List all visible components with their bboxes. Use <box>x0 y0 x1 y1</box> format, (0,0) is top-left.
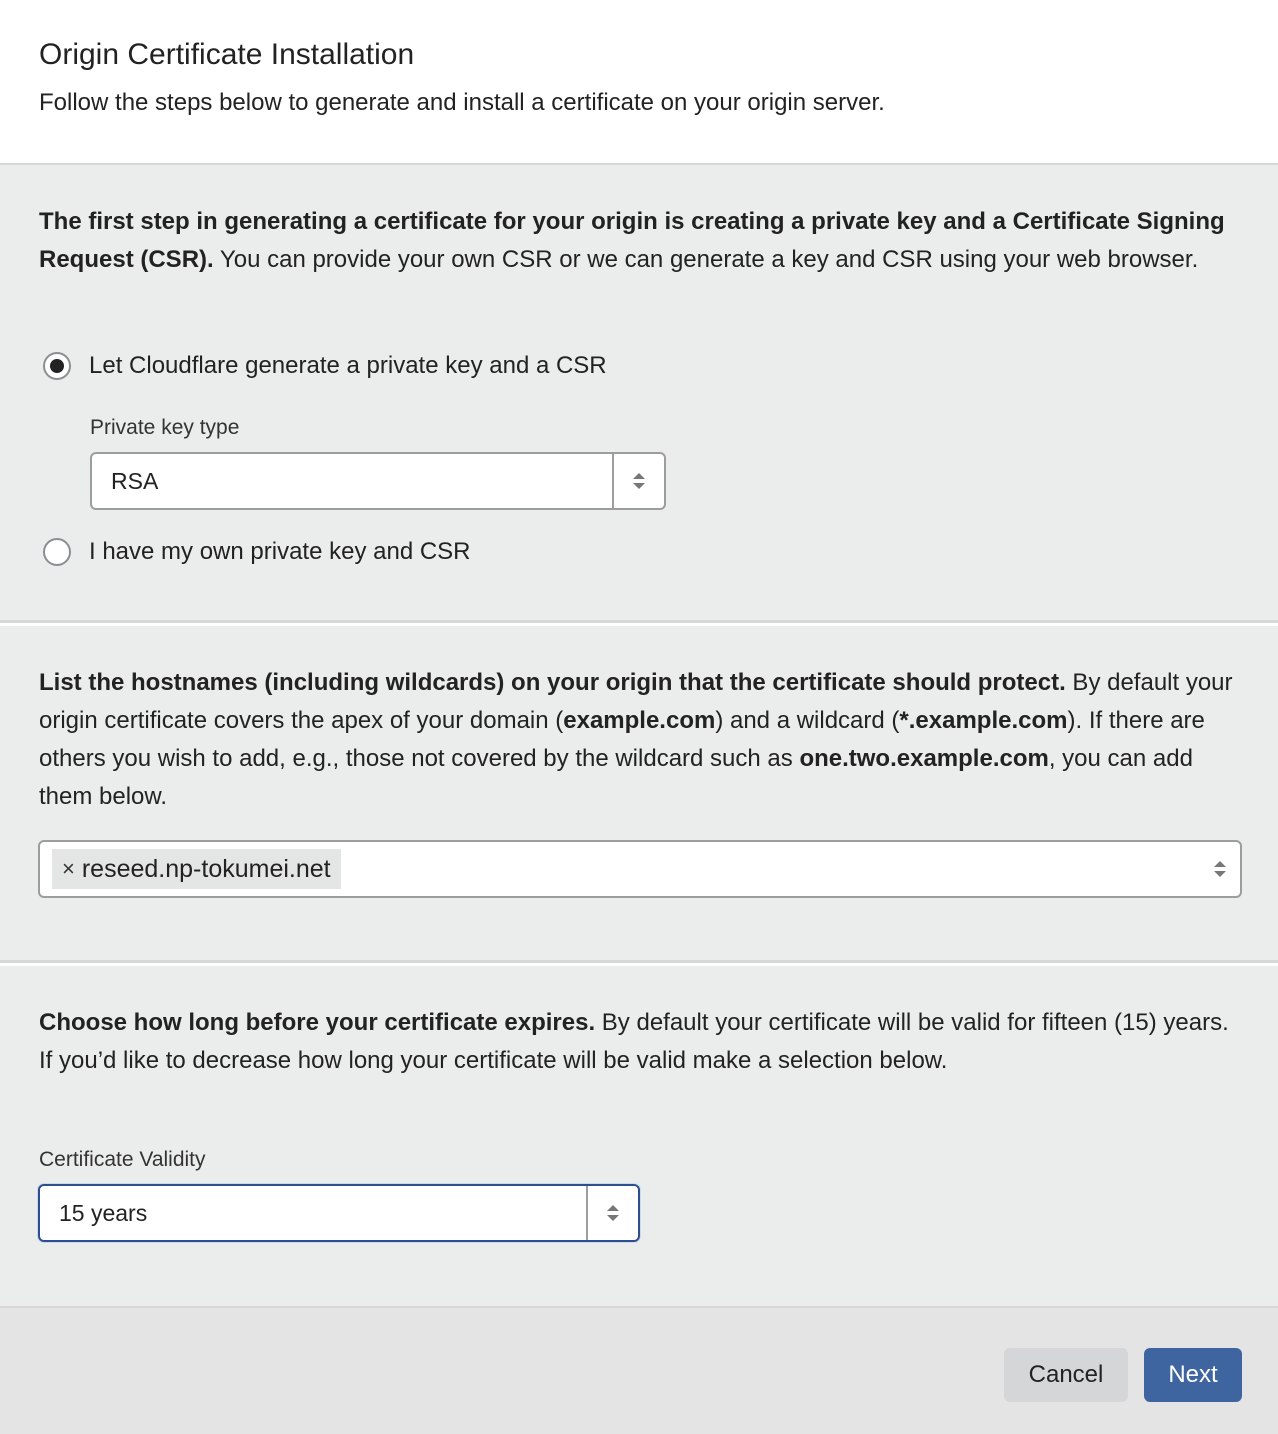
private-key-lead: The first step in generating a certificate for your origin is creating a private key and a Certificate Signing Request (CSR). <box>39 208 1225 273</box>
private-key-type-value: RSA <box>111 467 159 494</box>
hostnames-description <box>39 664 1239 816</box>
private-key-type-label: Private key type <box>90 416 240 439</box>
hostnames-text-3: ). If there are others you wish to add, e.g., those not covered by the wildcard such as <box>39 707 1205 772</box>
radio-own-circle[interactable] <box>43 538 71 566</box>
modal-footer <box>0 1306 1278 1434</box>
hostnames-text-2: ) and a wildcard ( <box>715 707 900 734</box>
hostnames-section <box>0 626 1278 963</box>
certificate-validity-value: 15 years <box>59 1199 148 1226</box>
radio-own-label[interactable]: I have my own private key and CSR <box>89 538 471 565</box>
wildcard-example: *.example.com <box>899 707 1068 734</box>
apex-example: example.com <box>563 707 716 734</box>
private-key-type-select[interactable] <box>90 452 666 510</box>
private-key-lead-rest: You can provide your own CSR or we can generate a key and CSR using your web browser. <box>213 246 1199 273</box>
validity-section <box>0 966 1278 1306</box>
validity-description <box>39 1004 1239 1080</box>
radio-generate-circle[interactable] <box>43 352 71 380</box>
modal-subtitle: Follow the steps below to generate and install a certificate on your origin server. <box>39 89 885 116</box>
select-arrows-icon <box>612 454 664 508</box>
hostnames-text-1: By default your origin certificate covers the apex of your domain ( <box>39 669 1233 734</box>
hostnames-arrows-icon[interactable] <box>1214 842 1226 896</box>
radio-generate-csr[interactable] <box>43 352 607 380</box>
modal-title: Origin Certificate Installation <box>39 38 415 71</box>
hostname-tag <box>52 849 341 889</box>
modal-header <box>0 0 1278 165</box>
certificate-validity-select[interactable] <box>38 1184 640 1242</box>
validity-lead-rest: By default your certificate will be valid for fifteen (15) years. If you’d like to decrease how long your certificate will be valid make a selection below. <box>39 1009 1229 1074</box>
next-button[interactable]: Next <box>1144 1348 1242 1402</box>
cancel-button[interactable]: Cancel <box>1004 1348 1128 1402</box>
hostnames-text-4: , you can add them below. <box>39 745 1193 810</box>
select-arrows-icon <box>586 1186 638 1240</box>
subdomain-example: one.two.example.com <box>799 745 1049 772</box>
radio-generate-label[interactable]: Let Cloudflare generate a private key and a CSR <box>89 352 607 379</box>
hostname-tag-label: reseed.np-tokumei.net <box>81 854 331 883</box>
radio-selected-dot <box>50 359 64 373</box>
validity-lead: Choose how long before your certificate expires. <box>39 1009 596 1036</box>
hostnames-input[interactable] <box>38 840 1242 898</box>
certificate-validity-label: Certificate Validity <box>39 1148 206 1171</box>
radio-own-csr[interactable] <box>43 538 471 566</box>
remove-tag-icon[interactable]: × <box>62 856 75 881</box>
private-key-description <box>39 203 1239 279</box>
hostnames-lead: List the hostnames (including wildcards) on your origin that the certificate should protect. <box>39 669 1066 696</box>
